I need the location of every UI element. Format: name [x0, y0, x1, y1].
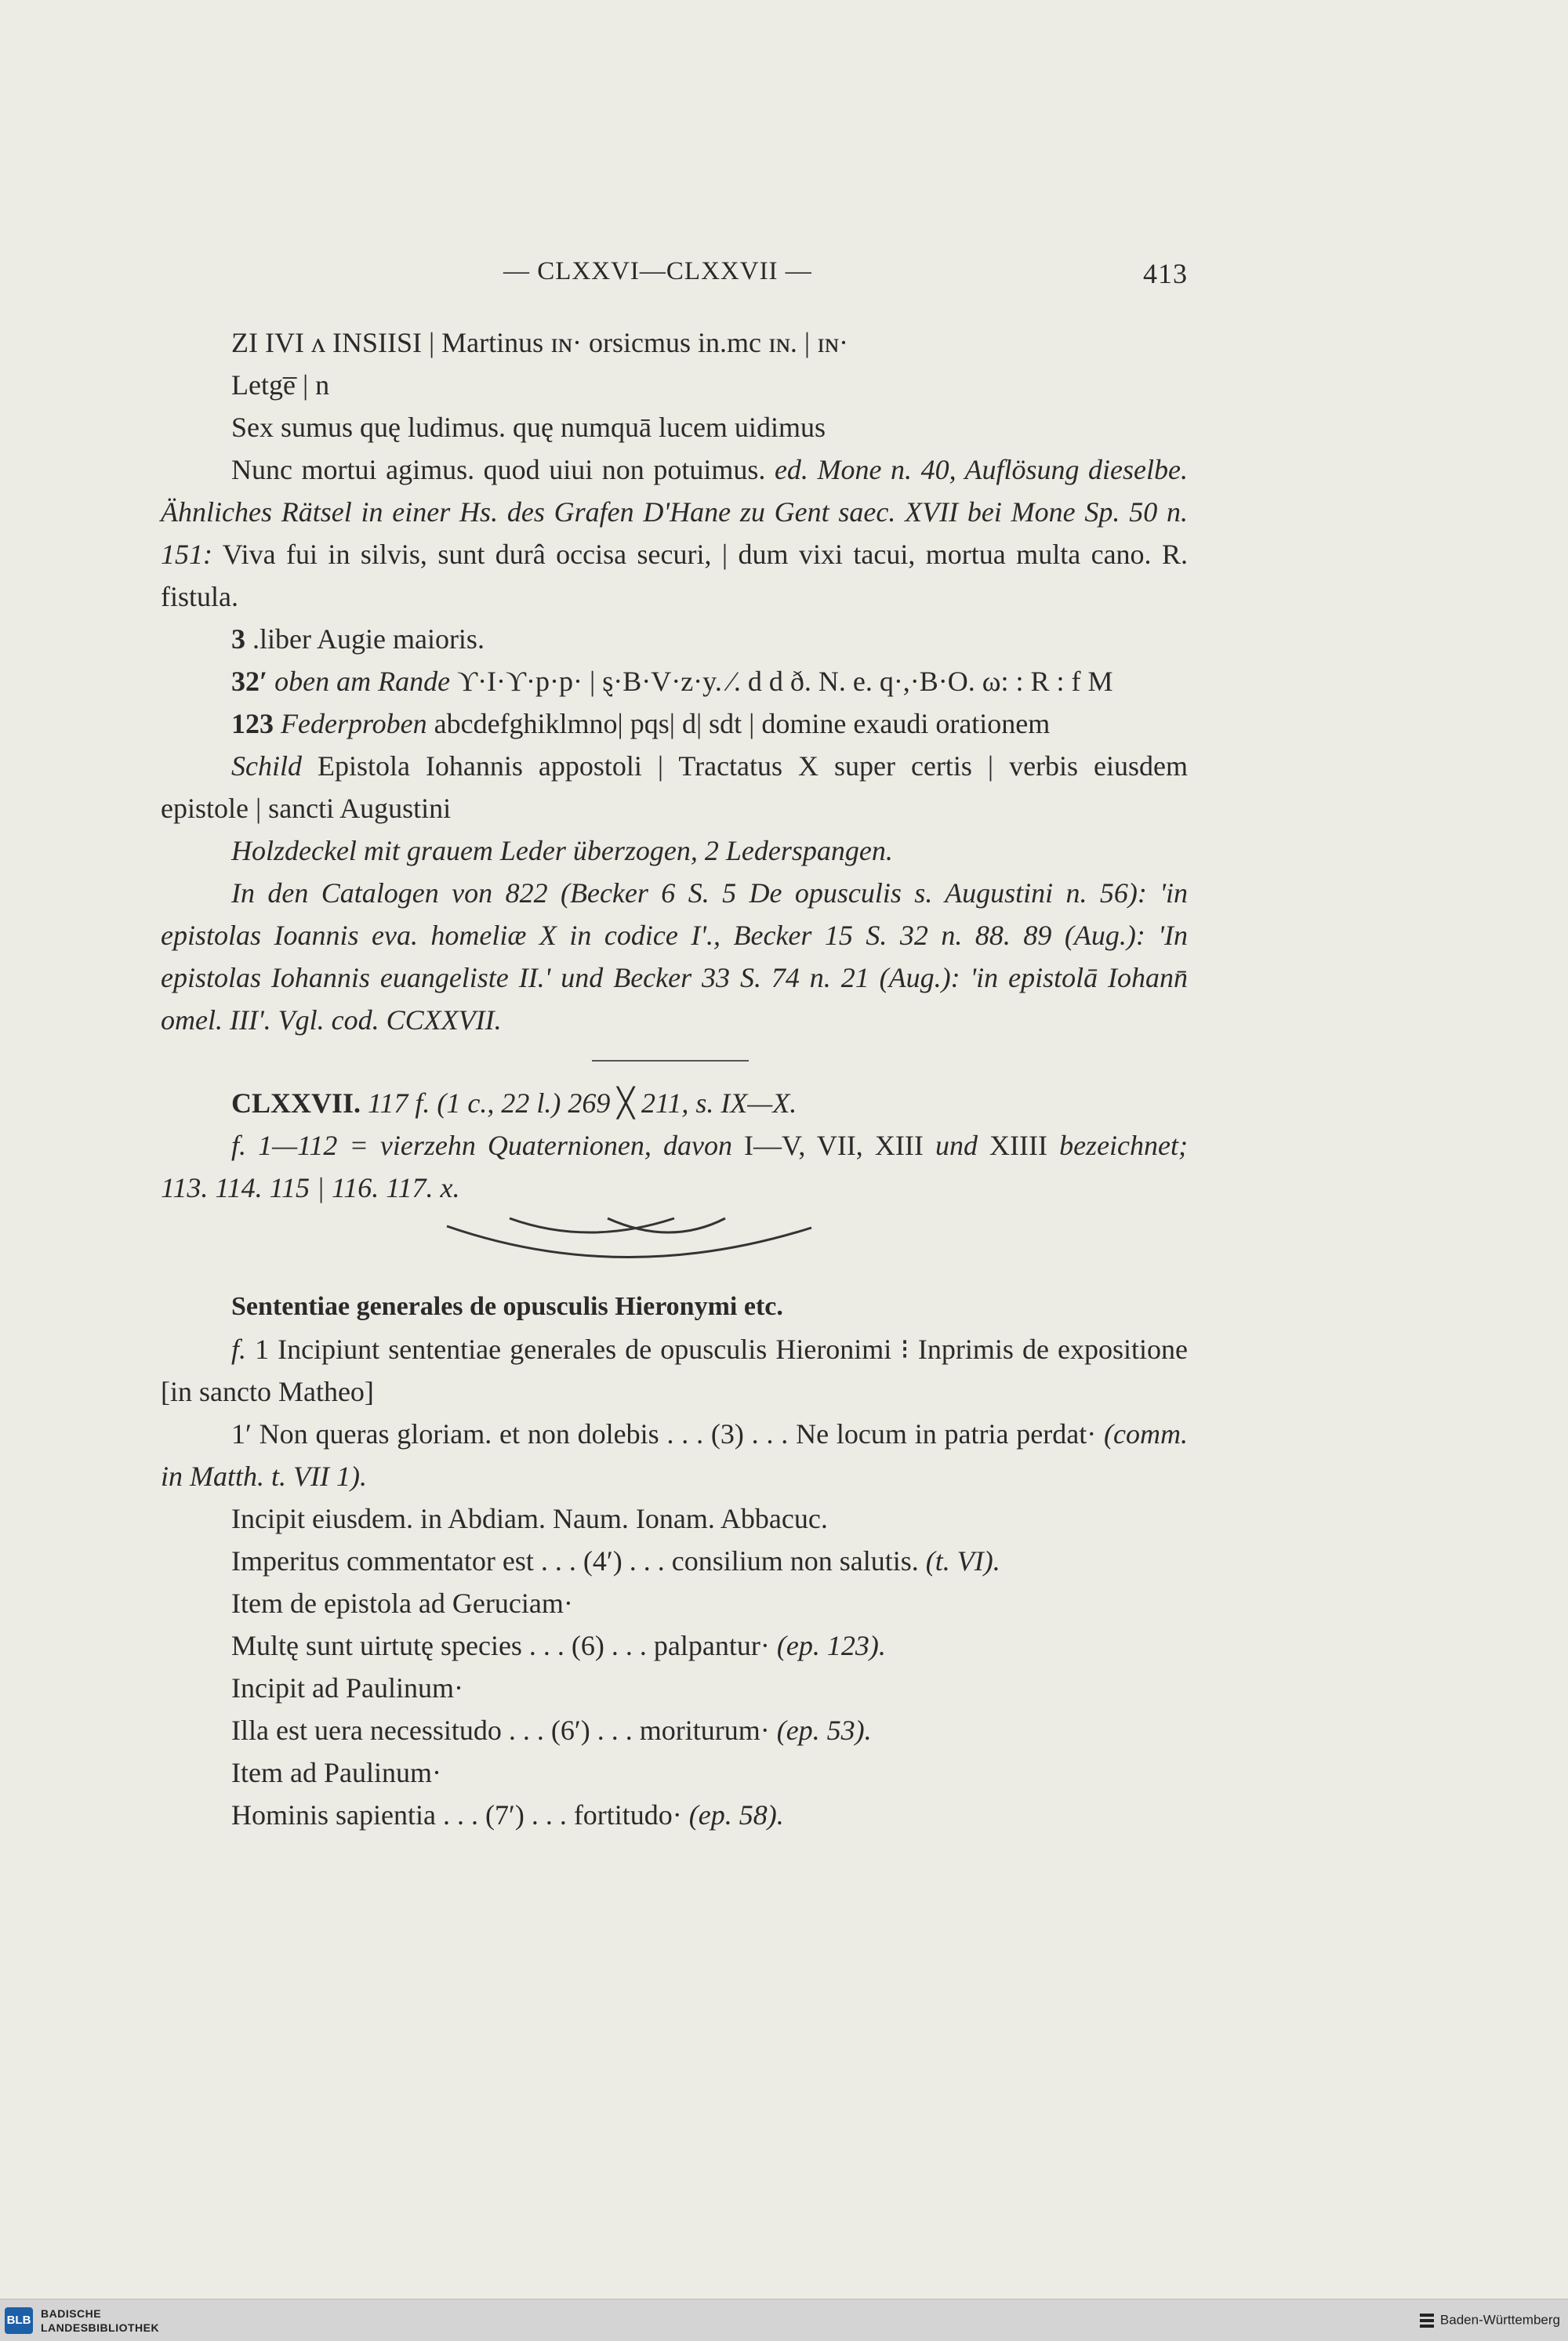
section-paragraph-8 — [161, 1751, 1188, 1794]
text-run: (ep. 53). — [776, 1715, 872, 1746]
text-run: 1 Incipiunt sententiae generales de opusculis Hieronimi ⁝ Inprimis de expositione [in sancto Matheo] — [161, 1334, 1188, 1407]
section-paragraph-1 — [161, 1413, 1188, 1497]
paragraph-4 — [161, 618, 1188, 660]
text-run: Multę sunt uirtutę species . . . (6) . . . palpantur· — [231, 1630, 777, 1661]
codex-quires — [161, 1124, 1188, 1209]
text-run: .liber Augie maioris. — [245, 623, 485, 655]
state-logo[interactable] — [1418, 2311, 1560, 2330]
page-header — [161, 257, 1188, 293]
text-run: 123 — [231, 708, 274, 739]
text-run: Item ad Paulinum· — [231, 1757, 441, 1788]
text-run: ϒ·I·ϒ·p·p· | ȿ·B·V·z·y. ⁄. d d ð. N. e. q·,·B·O. ω: : R : f M — [450, 666, 1113, 697]
paragraph-0: ZI IVI ʌ INSIISI | Martinus ɪɴ· orsicmus in.mc ɪɴ. | ɪɴ· — [231, 327, 848, 358]
text-run: (ep. 58). — [688, 1799, 784, 1831]
crest-icon — [1418, 2311, 1436, 2330]
section-heading: Sententiae generales de opusculis Hieronymi etc. — [231, 1292, 783, 1321]
paragraph-6 — [161, 702, 1188, 745]
text-run: und — [935, 1130, 978, 1161]
page-number: 413 — [1143, 258, 1188, 289]
text-run: Viva fui in silvis, sunt durâ occisa securi, | dum vixi tacui, mortua multa cano. R. fistula. — [161, 539, 1188, 612]
text-run: 32′ — [231, 666, 268, 697]
section-paragraph-6 — [161, 1667, 1188, 1709]
text-run: Epistola Iohannis appostoli | Tractatus X super certis | verbis eiusdem epistole | sancti Augustini — [161, 750, 1188, 824]
text-run: 3 — [231, 623, 245, 655]
text-run: (t. VI). — [925, 1545, 1000, 1577]
library-name — [41, 2307, 245, 2335]
text-run: Federproben — [274, 708, 427, 739]
footer-bar — [0, 2299, 1568, 2341]
text-run: Incipit ad Paulinum· — [231, 1672, 463, 1704]
text-run: Incipit eiusdem. in Abdiam. Naum. Ionam. Abbacuc. — [231, 1503, 828, 1534]
section-paragraph-3 — [161, 1540, 1188, 1582]
text-run: Holzdeckel mit grauem Leder überzogen, 2 Lederspangen. — [231, 835, 893, 866]
text-run: bezeichnet; 113. 114. 115 | 116. 117. x. — [161, 1130, 1188, 1203]
text-run: Imperitus commentator est . . . (4′) . . . consilium non salutis. — [231, 1545, 926, 1577]
paragraph-2: Sex sumus quę ludimus. quę numquā lucem uidimus — [231, 412, 826, 443]
text-run: XIIII — [977, 1130, 1060, 1161]
main-text — [161, 321, 1188, 1836]
text-run: Item de epistola ad Geruciam· — [231, 1588, 573, 1619]
text-run: abcdefghiklmno| pqs| d| sdt | domine exaudi orationem — [426, 708, 1051, 739]
text-run: f. 1—112 = vierzehn Quaternionen, davon — [231, 1130, 732, 1161]
paragraph-8 — [161, 829, 1188, 872]
section-paragraph-0 — [161, 1328, 1188, 1413]
text-run: (comm. in Matth. t. VII 1). — [161, 1418, 1188, 1492]
text-run: 1′ Non queras gloriam. et non dolebis . . . (3) . . . Ne locum in patria perdat· — [231, 1418, 1105, 1450]
text-run: CLXXVII. — [231, 1087, 361, 1119]
text-run: In den Catalogen von 822 (Becker 6 S. 5 De opusculis s. Augustini n. 56): 'in epistolas Ioannis eva. homeliæ X in codice I'., Becker 15 S. 32 n. 88. 89 (Aug.): 'In epistolas Iohannis euangeliste II.' und Becker 33 S. 74 n. 21 (Aug.): 'in epistolā Iohann̄ omel. III'. Vgl. cod. CCXXVII. — [161, 877, 1188, 1036]
text-run: Illa est uera necessitudo . . . (6′) . . . moriturum· — [231, 1715, 777, 1746]
text-run: Hominis sapientia . . . (7′) . . . fortitudo· — [231, 1799, 689, 1831]
section-paragraph-5 — [161, 1624, 1188, 1667]
paragraph-5 — [161, 660, 1188, 702]
section-paragraph-2 — [161, 1497, 1188, 1540]
text-run: f. — [231, 1334, 247, 1365]
text-run: (ep. 123). — [776, 1630, 886, 1661]
text-run: oben am Rande — [267, 666, 451, 697]
state-label: Baden-Württemberg — [1439, 2312, 1560, 2328]
paragraph-7 — [161, 745, 1188, 829]
text-run: Nunc mortui agimus. quod uiui non potuimus. — [231, 454, 775, 485]
text-run: 117 f. (1 c., 22 l.) 269 ╳ 211, s. IX—X. — [361, 1087, 797, 1119]
paragraph-3 — [161, 448, 1188, 618]
quire-bracket — [443, 1209, 882, 1272]
paragraph-1: Letge̅ | n — [231, 369, 330, 401]
library-line-1: BADISCHE — [41, 2307, 102, 2320]
section-divider — [592, 1060, 749, 1062]
library-line-2: LANDESBIBLIOTHEK — [41, 2321, 160, 2334]
text-run: Schild — [231, 750, 302, 782]
section-paragraph-7 — [161, 1709, 1188, 1751]
blb-logo[interactable]: BLB — [5, 2307, 33, 2334]
text-run: ed. Mone n. 40, Auflösung dieselbe. Ähnliches Rätsel in einer Hs. des Grafen D'Hane zu Gent saec. XVII bei Mone Sp. 50 n. 151: — [161, 454, 1189, 570]
section-paragraph-4 — [161, 1582, 1188, 1624]
running-title: — CLXXVI—CLXXVII — — [503, 257, 812, 285]
paragraph-9 — [161, 872, 1188, 1041]
codex-heading — [161, 1082, 1188, 1124]
section-paragraph-9 — [161, 1794, 1188, 1836]
text-run: I—V, VII, XIII — [731, 1130, 935, 1161]
